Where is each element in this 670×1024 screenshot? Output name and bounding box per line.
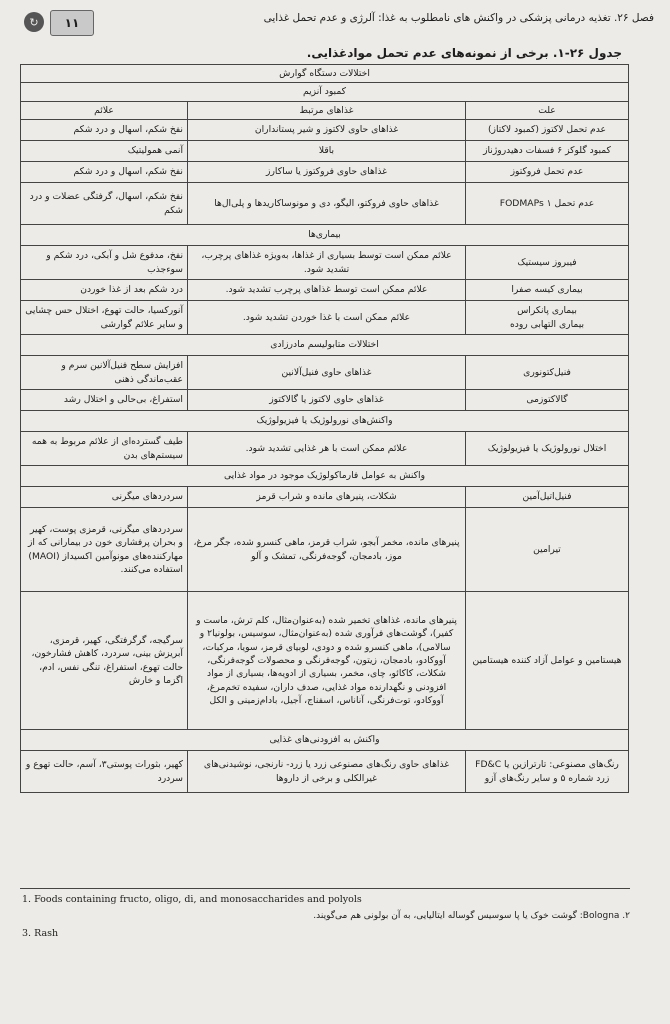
section-row	[21, 65, 629, 83]
publisher-logo-icon: ↻	[24, 12, 44, 32]
section-title: اختلالات متابولیسم مادرزادی	[21, 335, 629, 356]
table-row	[21, 487, 629, 508]
section-row	[21, 411, 629, 432]
table-row	[21, 162, 629, 183]
page-number: ۱۱	[50, 10, 94, 36]
food-cell: علائم ممکن است با غذا خوردن تشدید شود.	[188, 301, 466, 335]
symptoms-cell: سرگیجه، گرگرفتگی، کهیر، قرمزی، آبریزش بینی، سردرد، کاهش فشارخون، حالت تهوع، استفراغ، تنگی نفس، ادم، اگزما و خارش	[21, 592, 188, 730]
food-cell: غذاهای حاوی فروکتو، الیگو، دی و مونوساکاریدها و پلی‌ال‌ها	[188, 183, 466, 225]
table-row	[21, 432, 629, 466]
symptoms-cell: آنورکسیا، حالت تهوع، اختلال حس چشایی و سایر علائم گوارشی	[21, 301, 188, 335]
table-row	[21, 592, 629, 730]
section-row	[21, 83, 629, 101]
cause-cell: فنیل‌اتیل‌آمین	[466, 487, 629, 508]
food-cell: غذاهای حاوی فروکتوز یا ساکارز	[188, 162, 466, 183]
food-cell: علائم ممکن است توسط غذاهای پرچرب تشدید شود.	[188, 280, 466, 301]
section-title: واکنش به عوامل فارماکولوژیک موجود در مواد غذایی	[21, 466, 629, 487]
food-intolerance-table	[20, 64, 629, 793]
table-row	[21, 508, 629, 592]
cause-cell: کمبود گلوکز ۶ فسفات دهیدروژناز	[466, 141, 629, 162]
cause-cell: بیماری پانکراس بیماری التهابی روده	[466, 301, 629, 335]
symptoms-cell: نفخ، مدفوع شل و آبکی، درد شکم و سوءجذب	[21, 246, 188, 280]
table-row	[21, 751, 629, 793]
footnote-3: 3. Rash	[22, 928, 59, 939]
table-row	[21, 301, 629, 335]
header-row	[21, 101, 629, 119]
cause-cell: عدم تحمل FODMAPs ۱	[466, 183, 629, 225]
section-row	[21, 335, 629, 356]
cause-cell: عدم تحمل لاکتوز (کمبود لاکتاز)	[466, 120, 629, 141]
symptoms-cell: نفخ شکم، اسهال و درد شکم	[21, 162, 188, 183]
food-cell: پنیرهای مانده، غذاهای تخمیر شده (به‌عنوان‌مثال، کلم ترش، ماست و کفیر)، گوشت‌های فرآوری شده (به‌عنوان‌مثال، سوسیس، بولونیا۲ و سالامی)، ماهی کنسرو شده و دودی، لوبیای قرمز، سویا، مرکبات، آووکادو، بادمجان، زیتون، گوجه‌فرنگی و محصولات گوجه‌فرنگی، شکلات، کاکائو، چای، مخمر، بسیاری از ادویه‌ها، بسیاری از مواد افزودنی و نگهدارنده مواد غذایی، صدف داران، سفیده تخم‌مرغ، آووکادو، توت‌فرنگی، آناناس، اسفناج، آجیل، بادام‌زمینی و الکل	[188, 592, 466, 730]
cause-cell: تیرامین	[466, 508, 629, 592]
cause-cell: گالاکتوزمی	[466, 390, 629, 411]
cause-cell: هیستامین و عوامل آزاد کننده هیستامین	[466, 592, 629, 730]
page-header	[14, 6, 656, 40]
cause-cell: فیبروز سیستیک	[466, 246, 629, 280]
cause-cell: رنگ‌های مصنوعی: تارترازین یا FD&C زرد شماره ۵ و سایر رنگ‌های آزو	[466, 751, 629, 793]
table-row	[21, 390, 629, 411]
section-title: واکنش‌های نورولوژیک یا فیزیولوژیک	[21, 411, 629, 432]
symptoms-cell: استفراغ، بی‌حالی و اختلال رشد	[21, 390, 188, 411]
footnote-1: 1. Foods containing fructo, oligo, di, and monosaccharides and polyols	[22, 894, 362, 905]
symptoms-cell: آنمی همولیتیک	[21, 141, 188, 162]
column-header-food: غذاهای مرتبط	[188, 101, 466, 119]
food-cell: شکلات، پنیرهای مانده و شراب قرمز	[188, 487, 466, 508]
food-cell: علائم ممکن است با هر غذایی تشدید شود.	[188, 432, 466, 466]
cause-cell: فنیل‌کتونوری	[466, 356, 629, 390]
section-title: واکنش به افزودنی‌های غذایی	[21, 730, 629, 751]
table-row	[21, 141, 629, 162]
symptoms-cell: سردردهای میگرنی	[21, 487, 188, 508]
chapter-title: فصل ۲۶. تغذیه درمانی پزشکی در واکنش های نامطلوب به غذا: آلرژی و عدم تحمل غذایی	[263, 12, 654, 24]
food-cell: غذاهای حاوی لاکتوز و شیر پستانداران	[188, 120, 466, 141]
symptoms-cell: سردردهای میگرنی، قرمزی پوست، کهیر و بحران پرفشاری خون در بیمارانی که از مهارکننده‌های مونوآمین اکسیداز (MAOI) استفاده می‌کنند.	[21, 508, 188, 592]
table-caption: جدول ۲۶-۱. برخی از نمونه‌های عدم تحمل موادغذایی.	[306, 46, 622, 60]
table-row	[21, 120, 629, 141]
table-row	[21, 356, 629, 390]
cause-cell: اختلال نورولوژیک یا فیزیولوژیک	[466, 432, 629, 466]
section-title: بیماری‌ها	[21, 225, 629, 246]
table-row	[21, 246, 629, 280]
section-row	[21, 466, 629, 487]
food-cell: پنیرهای مانده، مخمر آبجو، شراب قرمز، ماهی کنسرو شده، جگر مرغ، موز، بادمجان، گوجه‌فرنگی، تمشک و آلو	[188, 508, 466, 592]
food-cell: باقلا	[188, 141, 466, 162]
food-cell: علائم ممکن است توسط بسیاری از غذاها، به‌ویژه غذاهای پرچرب، تشدید شود.	[188, 246, 466, 280]
column-header-cause: علت	[466, 101, 629, 119]
food-cell: غذاهای حاوی فنیل‌آلانین	[188, 356, 466, 390]
symptoms-cell: کهیر، بثورات پوستی۳، آسم، حالت تهوع و سردرد	[21, 751, 188, 793]
table-row	[21, 280, 629, 301]
symptoms-cell: افزایش سطح فنیل‌آلانین سرم و عقب‌ماندگی ذهنی	[21, 356, 188, 390]
column-header-symptoms: علائم	[21, 101, 188, 119]
symptoms-cell: نفخ شکم، اسهال و درد شکم	[21, 120, 188, 141]
symptoms-cell: نفخ شکم، اسهال، گرفتگی عضلات و درد شکم	[21, 183, 188, 225]
food-cell: غذاهای حاوی رنگ‌های مصنوعی زرد یا زرد- نارنجی، نوشیدنی‌های غیرالکلی و برخی از داروها	[188, 751, 466, 793]
footnote-divider	[20, 888, 630, 889]
symptoms-cell: طیف گسترده‌ای از علائم مربوط به همه سیستم‌های بدن	[21, 432, 188, 466]
food-cell: غذاهای حاوی لاکتوز یا گالاکتوز	[188, 390, 466, 411]
section-row	[21, 730, 629, 751]
symptoms-cell: درد شکم بعد از غذا خوردن	[21, 280, 188, 301]
section-title: کمبود آنزیم	[21, 83, 629, 101]
cause-cell: عدم تحمل فروکتوز	[466, 162, 629, 183]
table-row	[21, 183, 629, 225]
cause-cell: بیماری کیسه صفرا	[466, 280, 629, 301]
section-row	[21, 225, 629, 246]
footnote-2: ۲. Bologna: گوشت خوک یا پا سوسیس گوساله ایتالیایی، به آن بولونی هم می‌گویند.	[313, 911, 630, 921]
section-title: اختلالات دستگاه گوارش	[21, 65, 629, 83]
